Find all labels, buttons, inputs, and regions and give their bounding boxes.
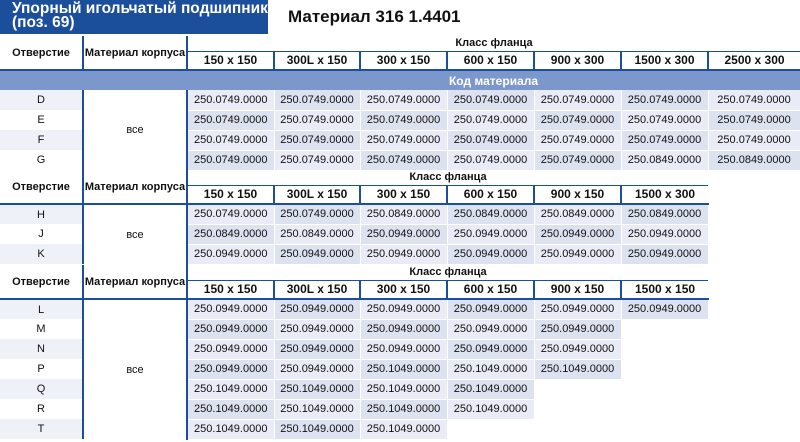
empty-cell bbox=[534, 419, 621, 439]
material-code-cell: 250.0849.0000 bbox=[447, 204, 534, 224]
material-code-cell: 250.0949.0000 bbox=[274, 299, 360, 319]
bore-cell: H bbox=[0, 204, 83, 224]
table-row bbox=[0, 299, 708, 319]
material-code-cell: 250.0949.0000 bbox=[621, 244, 708, 264]
flange-size-6: 1500 x 300 bbox=[621, 51, 708, 70]
flange-class-header: Класс фланца bbox=[187, 36, 800, 51]
flange-size-1: 150 x 150 bbox=[187, 51, 274, 70]
material-code-cell: 250.0849.0000 bbox=[360, 204, 447, 224]
material-code-cell: 250.0949.0000 bbox=[187, 359, 274, 379]
bore-cell: L bbox=[0, 299, 83, 319]
material-code-cell: 250.0749.0000 bbox=[708, 110, 800, 130]
material-code-cell: 250.0949.0000 bbox=[447, 319, 534, 339]
material-code-cell: 250.0749.0000 bbox=[360, 150, 447, 170]
material-code-cell: 250.0749.0000 bbox=[447, 150, 534, 170]
material-code-cell: 250.0949.0000 bbox=[360, 339, 447, 359]
material-code-cell: 250.0749.0000 bbox=[447, 130, 534, 150]
bore-cell: D bbox=[0, 90, 83, 110]
material-code-cell: 250.0749.0000 bbox=[534, 110, 621, 130]
material-code-cell: 250.0949.0000 bbox=[360, 319, 447, 339]
flange-class-header: Класс фланца bbox=[187, 265, 708, 280]
material-code-cell: 250.0749.0000 bbox=[187, 110, 274, 130]
material-code-cell: 250.1049.0000 bbox=[447, 359, 534, 379]
flange-size-4: 600 x 150 bbox=[447, 51, 534, 70]
bore-cell: N bbox=[0, 339, 83, 359]
empty-cell bbox=[621, 379, 708, 399]
body-material-header: Материал корпуса bbox=[83, 265, 187, 299]
material-code-cell: 250.1049.0000 bbox=[187, 379, 274, 399]
material-code-cell: 250.0749.0000 bbox=[274, 90, 360, 110]
material-code-cell: 250.0849.0000 bbox=[708, 150, 800, 170]
material-code-cell: 250.0749.0000 bbox=[621, 90, 708, 110]
material-code-cell: 250.0849.0000 bbox=[187, 224, 274, 244]
flange-size-5: 900 x 150 bbox=[534, 185, 621, 204]
body-material-cell: все bbox=[83, 204, 187, 264]
flange-size-6: 1500 x 150 bbox=[621, 280, 708, 299]
bore-cell: G bbox=[0, 150, 83, 170]
flange-size-2: 300L x 150 bbox=[274, 51, 360, 70]
empty-cell bbox=[621, 339, 708, 359]
material-code-cell: 250.0949.0000 bbox=[621, 224, 708, 244]
flange-size-3: 300 x 150 bbox=[360, 280, 447, 299]
material-code-cell: 250.0949.0000 bbox=[447, 339, 534, 359]
material-code-cell: 250.1049.0000 bbox=[187, 399, 274, 419]
material-code-cell: 250.0749.0000 bbox=[621, 130, 708, 150]
material-code-cell: 250.1049.0000 bbox=[274, 419, 360, 439]
empty-cell bbox=[621, 419, 708, 439]
material-code-cell: 250.0749.0000 bbox=[534, 150, 621, 170]
material-code-cell: 250.0949.0000 bbox=[274, 359, 360, 379]
material-code-cell: 250.0949.0000 bbox=[534, 339, 621, 359]
table-row bbox=[0, 204, 708, 224]
flange-size-5: 900 x 150 bbox=[534, 280, 621, 299]
material-code-cell: 250.0949.0000 bbox=[187, 339, 274, 359]
empty-cell bbox=[534, 379, 621, 399]
material-code-cell: 250.0749.0000 bbox=[187, 150, 274, 170]
material-code-cell: 250.0849.0000 bbox=[621, 204, 708, 224]
bore-cell: M bbox=[0, 319, 83, 339]
bore-cell: K bbox=[0, 244, 83, 264]
material-code-cell: 250.0749.0000 bbox=[187, 90, 274, 110]
material-code-cell: 250.0849.0000 bbox=[534, 204, 621, 224]
material-code-cell: 250.0749.0000 bbox=[360, 90, 447, 110]
body-material-header: Материал корпуса bbox=[83, 170, 187, 204]
bore-cell: Q bbox=[0, 379, 83, 399]
flange-size-6: 1500 x 300 bbox=[621, 185, 708, 204]
material-code-cell: 250.0949.0000 bbox=[274, 319, 360, 339]
flange-size-3: 300 x 150 bbox=[360, 185, 447, 204]
body-material-cell: все bbox=[83, 90, 187, 170]
section-table-3 bbox=[0, 265, 709, 440]
flange-size-3: 300 x 150 bbox=[360, 51, 447, 70]
material-code-header: Код материала bbox=[187, 70, 800, 90]
material-code-cell: 250.0949.0000 bbox=[447, 244, 534, 264]
material-code-cell: 250.0749.0000 bbox=[274, 204, 360, 224]
material-code-cell: 250.1049.0000 bbox=[360, 359, 447, 379]
material-code-cell: 250.0949.0000 bbox=[360, 299, 447, 319]
material-code-cell: 250.0849.0000 bbox=[621, 150, 708, 170]
body-material-cell: все bbox=[83, 299, 187, 439]
material-code-cell: 250.1049.0000 bbox=[360, 379, 447, 399]
empty-cell bbox=[621, 359, 708, 379]
material-code-cell: 250.0749.0000 bbox=[274, 130, 360, 150]
document-title: Упорный игольчатый подшипник (поз. 69) bbox=[0, 0, 268, 34]
material-code-cell: 250.0749.0000 bbox=[447, 110, 534, 130]
bore-header: Отверстие bbox=[0, 170, 83, 204]
material-code-cell: 250.1049.0000 bbox=[534, 359, 621, 379]
bore-cell: J bbox=[0, 224, 83, 244]
body-material-header: Материал корпуса bbox=[83, 36, 187, 70]
material-code-cell: 250.0949.0000 bbox=[534, 299, 621, 319]
code-band-left bbox=[0, 70, 187, 90]
material-code-cell: 250.0749.0000 bbox=[187, 130, 274, 150]
bore-cell: R bbox=[0, 399, 83, 419]
flange-size-5: 900 x 300 bbox=[534, 51, 621, 70]
empty-cell bbox=[447, 419, 534, 439]
material-code-cell: 250.0949.0000 bbox=[534, 244, 621, 264]
section-table-2 bbox=[0, 170, 709, 265]
material-code-cell: 250.0949.0000 bbox=[187, 299, 274, 319]
material-code-cell: 250.0949.0000 bbox=[360, 224, 447, 244]
material-code-cell: 250.0949.0000 bbox=[447, 299, 534, 319]
material-code-cell: 250.0949.0000 bbox=[187, 244, 274, 264]
material-code-cell: 250.0949.0000 bbox=[360, 244, 447, 264]
material-code-cell: 250.0749.0000 bbox=[187, 204, 274, 224]
flange-size-2: 300L x 150 bbox=[274, 280, 360, 299]
material-code-cell: 250.1049.0000 bbox=[360, 419, 447, 439]
flange-size-4: 600 x 150 bbox=[447, 185, 534, 204]
material-code-cell: 250.1049.0000 bbox=[187, 419, 274, 439]
bore-header: Отверстие bbox=[0, 36, 83, 70]
material-code-cell: 250.0949.0000 bbox=[274, 244, 360, 264]
flange-class-header: Класс фланца bbox=[187, 170, 708, 185]
material-code-cell: 250.0749.0000 bbox=[274, 150, 360, 170]
bore-header: Отверстие bbox=[0, 265, 83, 299]
material-code-cell: 250.0749.0000 bbox=[534, 90, 621, 110]
material-code-cell: 250.0849.0000 bbox=[274, 224, 360, 244]
material-code-cell: 250.1049.0000 bbox=[447, 379, 534, 399]
bore-cell: F bbox=[0, 130, 83, 150]
material-code-cell: 250.0749.0000 bbox=[360, 130, 447, 150]
flange-size-2: 300L x 150 bbox=[274, 185, 360, 204]
material-code-cell: 250.0949.0000 bbox=[534, 224, 621, 244]
flange-size-7: 2500 x 300 bbox=[708, 51, 800, 70]
material-code-cell: 250.0949.0000 bbox=[274, 339, 360, 359]
flange-size-4: 600 x 150 bbox=[447, 280, 534, 299]
section-table-1 bbox=[0, 36, 800, 171]
material-code-cell: 250.1049.0000 bbox=[360, 399, 447, 419]
material-code-cell: 250.0949.0000 bbox=[447, 224, 534, 244]
material-code-cell: 250.0749.0000 bbox=[708, 90, 800, 110]
material-code-cell: 250.1049.0000 bbox=[274, 399, 360, 419]
material-code-cell: 250.0749.0000 bbox=[621, 110, 708, 130]
material-code-cell: 250.0749.0000 bbox=[447, 90, 534, 110]
material-code-cell: 250.0949.0000 bbox=[621, 299, 708, 319]
empty-cell bbox=[534, 399, 621, 419]
flange-size-1: 150 x 150 bbox=[187, 280, 274, 299]
material-code-cell: 250.0749.0000 bbox=[274, 110, 360, 130]
empty-cell bbox=[621, 399, 708, 419]
material-code-cell: 250.0949.0000 bbox=[187, 319, 274, 339]
material-code-cell: 250.1049.0000 bbox=[447, 399, 534, 419]
flange-size-1: 150 x 150 bbox=[187, 185, 274, 204]
table-row bbox=[0, 90, 800, 110]
material-code-cell: 250.0749.0000 bbox=[360, 110, 447, 130]
material-code-cell: 250.0949.0000 bbox=[534, 319, 621, 339]
bore-cell: T bbox=[0, 419, 83, 439]
bore-cell: P bbox=[0, 359, 83, 379]
material-code-cell: 250.0749.0000 bbox=[708, 130, 800, 150]
empty-cell bbox=[621, 319, 708, 339]
material-code-cell: 250.0749.0000 bbox=[534, 130, 621, 150]
material-heading: Материал 316 1.4401 bbox=[288, 7, 461, 26]
material-code-cell: 250.1049.0000 bbox=[274, 379, 360, 399]
bore-cell: E bbox=[0, 110, 83, 130]
